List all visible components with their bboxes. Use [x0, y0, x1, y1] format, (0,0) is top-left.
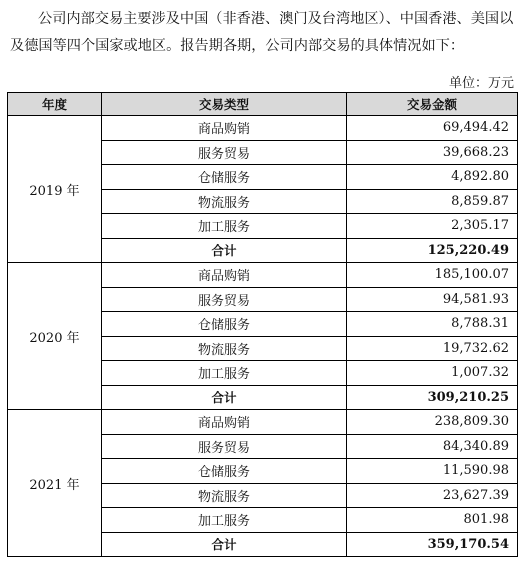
year-cell-2021: 2021 年: [8, 410, 102, 557]
total-amount: 359,170.54: [347, 532, 518, 557]
amount-cell: 39,668.23: [347, 140, 518, 165]
type-cell: 服务贸易: [102, 434, 347, 459]
type-cell: 加工服务: [102, 508, 347, 533]
amount-cell: 1,007.32: [347, 361, 518, 386]
amount-cell: 801.98: [347, 508, 518, 533]
unit-label: 单位：万元: [448, 76, 514, 91]
total-label: 合计: [102, 532, 347, 557]
type-cell: 服务贸易: [102, 287, 347, 312]
amount-cell: 185,100.07: [347, 263, 518, 288]
internal-transactions-table: [7, 92, 518, 557]
type-cell: 物流服务: [102, 336, 347, 361]
type-cell: 加工服务: [102, 214, 347, 239]
total-label: 合计: [102, 238, 347, 263]
type-cell: 仓储服务: [102, 165, 347, 190]
header-year: 年度: [8, 93, 102, 116]
total-amount: 309,210.25: [347, 385, 518, 410]
amount-cell: 69,494.42: [347, 116, 518, 141]
table-row: [8, 410, 518, 435]
table-row: [8, 263, 518, 288]
type-cell: 商品购销: [102, 263, 347, 288]
type-cell: 服务贸易: [102, 140, 347, 165]
header-amount: 交易金额: [347, 93, 518, 116]
amount-cell: 11,590.98: [347, 459, 518, 484]
type-cell: 加工服务: [102, 361, 347, 386]
amount-cell: 8,788.31: [347, 312, 518, 337]
total-amount: 125,220.49: [347, 238, 518, 263]
type-cell: 物流服务: [102, 189, 347, 214]
type-cell: 仓储服务: [102, 312, 347, 337]
year-cell-2020: 2020 年: [8, 263, 102, 410]
amount-cell: 23,627.39: [347, 483, 518, 508]
year-cell-2019: 2019 年: [8, 116, 102, 263]
amount-cell: 84,340.89: [347, 434, 518, 459]
amount-cell: 19,732.62: [347, 336, 518, 361]
type-cell: 商品购销: [102, 116, 347, 141]
amount-cell: 8,859.87: [347, 189, 518, 214]
total-label: 合计: [102, 385, 347, 410]
table-row: [8, 116, 518, 141]
amount-cell: 94,581.93: [347, 287, 518, 312]
table-header-row: [8, 93, 518, 116]
type-cell: 物流服务: [102, 483, 347, 508]
type-cell: 仓储服务: [102, 459, 347, 484]
amount-cell: 4,892.80: [347, 165, 518, 190]
amount-cell: 2,305.17: [347, 214, 518, 239]
type-cell: 商品购销: [102, 410, 347, 435]
amount-cell: 238,809.30: [347, 410, 518, 435]
header-type: 交易类型: [102, 93, 347, 116]
intro-paragraph: 公司内部交易主要涉及中国（非香港、澳门及台湾地区）、中国香港、美国以及德国等四个国家或地区。报告期各期，公司内部交易的具体情况如下：: [10, 11, 514, 54]
